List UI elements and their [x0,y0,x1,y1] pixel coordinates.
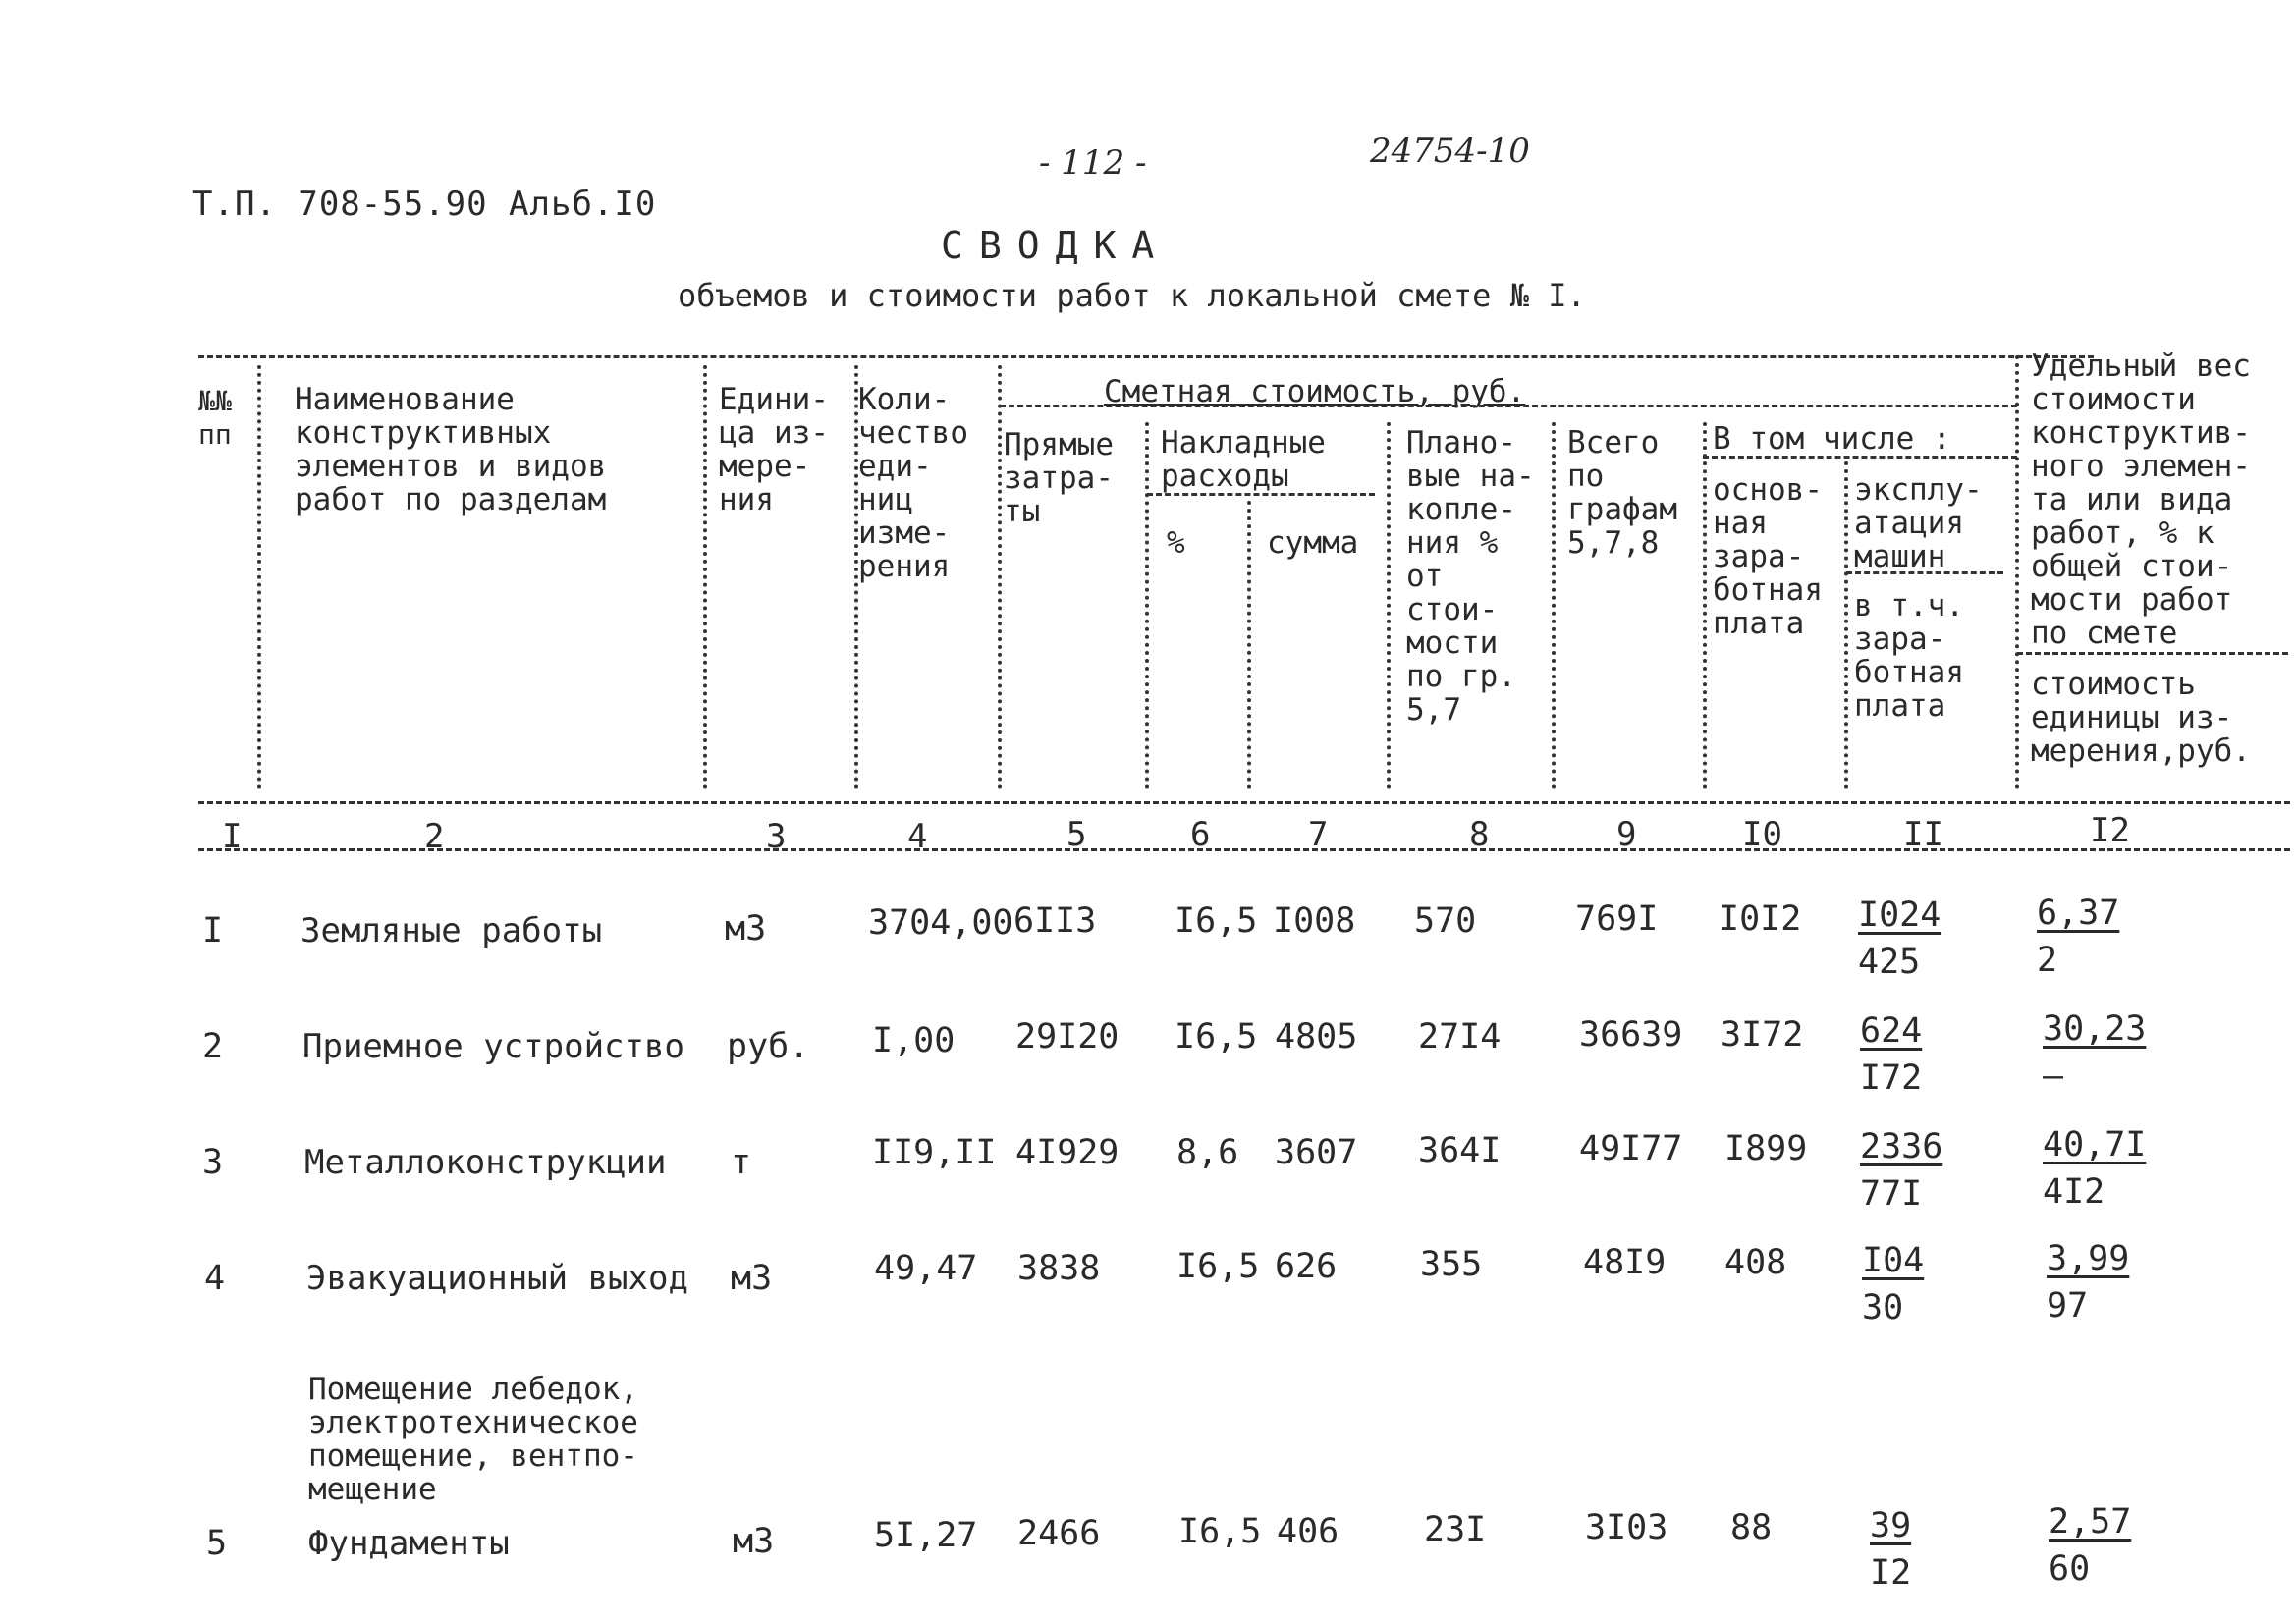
row-machines: I024 [1858,895,1941,935]
col-separator-11 [2015,355,2019,789]
row-qty: I,00 [872,1021,956,1060]
row-unit-cost: 4I2 [2043,1172,2105,1212]
row-number: 4 [204,1259,226,1298]
col-separator-4 [998,365,1002,789]
row-qty: II9,II [872,1133,997,1172]
row-unit: руб. [727,1027,810,1066]
row-number: 5 [206,1524,228,1563]
header-overhead: Накладные расходы [1161,425,1326,494]
header-col11-bottom: в т.ч. зара- ботная плата [1854,588,1964,724]
row-direct: 29I20 [1015,1017,1120,1056]
row-share: 30,23 [2043,1009,2147,1049]
row-unit: м3 [733,1522,775,1561]
table-top-rule [198,355,2094,358]
row-name: Металлоконструкции [304,1143,667,1182]
row-number: 2 [202,1027,224,1066]
row-name: Эвакуационный выход [306,1259,688,1298]
header-col2: Наименование конструктивных элементов и видов работ по разделам [295,382,607,517]
row-wage: 88 [1730,1508,1773,1547]
row-qty: 5I,27 [874,1516,978,1555]
row-sum: 3607 [1275,1133,1358,1172]
row-accum: 23I [1424,1510,1487,1549]
row-number: I [202,911,224,950]
column-number: 4 [907,817,928,856]
row-wage: 3I72 [1721,1015,1804,1055]
row-total: 48I9 [1583,1243,1667,1282]
row-share: 40,7I [2043,1125,2147,1164]
row-machines: 2336 [1860,1127,1943,1166]
column-number: I [222,817,243,856]
column-number: I2 [2090,811,2130,850]
row-machines-wage: 30 [1862,1288,1904,1327]
row-total: 49I77 [1579,1129,1683,1168]
col-separator-6 [1247,501,1251,789]
document-title: СВОДКА [941,224,1171,267]
document-subtitle: объемов и стоимости работ к локальной смете № I. [678,277,1586,314]
row-name: Земляные работы [301,911,603,950]
column-number: 2 [424,817,445,856]
header-col12-top: Удельный вес стоимости конструктив- ного элемен- та или вида работ, % к общей стои- мости работ по смете [2031,349,2251,651]
header-col9: Всего по графам 5,7,8 [1567,425,1677,561]
header-group: Сметная стоимость, руб. [1104,374,1526,409]
row-sum: I008 [1273,901,1356,941]
header-col11-top: эксплу- атация машин [1854,472,1983,574]
col-separator-2 [703,365,707,789]
header-bottom-rule [198,801,2290,804]
row-accum: 27I4 [1418,1017,1502,1056]
row-pct: 8,6 [1176,1133,1239,1172]
row-share: 2,57 [2049,1502,2132,1542]
row-sum: 406 [1277,1512,1339,1551]
row-machines-wage: I72 [1860,1058,1923,1098]
row-direct: 6II3 [1013,901,1097,941]
row-direct: 3838 [1017,1249,1101,1288]
column-number: 8 [1469,815,1490,854]
col-separator-10 [1844,461,1848,789]
col-separator-7 [1387,422,1391,789]
row-accum: 355 [1420,1245,1483,1284]
page-number: - 112 - [1039,143,1147,183]
row-qty: 49,47 [874,1249,978,1288]
column-number: 5 [1066,815,1087,854]
row-share: 6,37 [2037,893,2120,933]
header-col4: Коли- чество еди- ниц изме- рения [858,382,968,584]
row-machines: 39 [1870,1506,1912,1545]
row-pct: I6,5 [1175,1017,1258,1056]
header-col1: №№ пп [198,385,232,451]
row-section-title: Помещение лебедок, электротехническое помещение, вентпо- мещение [308,1372,638,1507]
row-unit-cost: 60 [2049,1549,2091,1589]
row-pct: I6,5 [1175,901,1258,941]
row-pct: I6,5 [1176,1247,1260,1286]
row-accum: 570 [1414,901,1477,941]
row-pct: I6,5 [1178,1512,1262,1551]
row-sum: 626 [1275,1247,1338,1286]
share-rule [2017,652,2288,655]
document-number: 24754-10 [1370,132,1530,171]
header-col6: % [1167,525,1185,561]
col-separator-1 [257,365,261,789]
row-unit-cost: 2 [2037,941,2058,980]
row-unit-cost: – [2043,1056,2064,1096]
row-machines: I04 [1862,1241,1925,1280]
col-separator-5 [1145,422,1149,789]
col-separator-8 [1552,422,1556,789]
row-number: 3 [202,1143,224,1182]
row-qty: 3704,00 [868,903,1013,943]
row-direct: 2466 [1017,1514,1101,1553]
row-wage: 408 [1724,1243,1787,1282]
row-machines-wage: I2 [1870,1553,1912,1593]
col-separator-9 [1703,422,1707,789]
header-col12-bottom: стоимость единицы из- мерения,руб. [2031,667,2251,769]
header-col10: основ- ная зара- ботная плата [1713,472,1823,641]
column-number: 6 [1190,815,1211,854]
row-total: 769I [1575,899,1659,939]
row-accum: 364I [1418,1131,1502,1170]
row-wage: I0I2 [1719,899,1802,939]
row-machines-wage: 425 [1858,943,1921,982]
header-col7: сумма [1267,525,1359,561]
header-col3: Едини- ца из- мере- ния [719,382,829,517]
column-number: 7 [1308,815,1329,854]
row-total: 3I03 [1585,1508,1668,1547]
row-unit: т [731,1143,752,1182]
row-sum: 4805 [1275,1017,1358,1056]
row-machines-wage: 77I [1860,1174,1923,1214]
column-numbers-rule [198,848,2290,851]
doc-reference: Т.П. 708-55.90 Альб.I0 [192,185,657,224]
header-col8: Плано- вые на- копле- ния % от стои- мости по гр. 5,7 [1406,425,1535,728]
row-name: Фундаменты [308,1524,510,1563]
row-unit: м3 [725,909,767,948]
column-number: 9 [1616,815,1637,854]
row-unit: м3 [731,1259,773,1298]
row-wage: I899 [1724,1129,1808,1168]
row-unit-cost: 97 [2047,1286,2089,1325]
column-number: 3 [766,817,787,856]
column-number: II [1903,815,1943,854]
row-direct: 4I929 [1015,1133,1120,1172]
row-share: 3,99 [2047,1239,2130,1278]
row-total: 36639 [1579,1015,1683,1055]
row-name: Приемное устройство [302,1027,684,1066]
row-machines: 624 [1860,1011,1923,1051]
column-number: I0 [1742,815,1782,854]
header-col5: Прямые затра- ты [1004,427,1114,529]
header-incl: В том числе : [1713,421,1951,457]
